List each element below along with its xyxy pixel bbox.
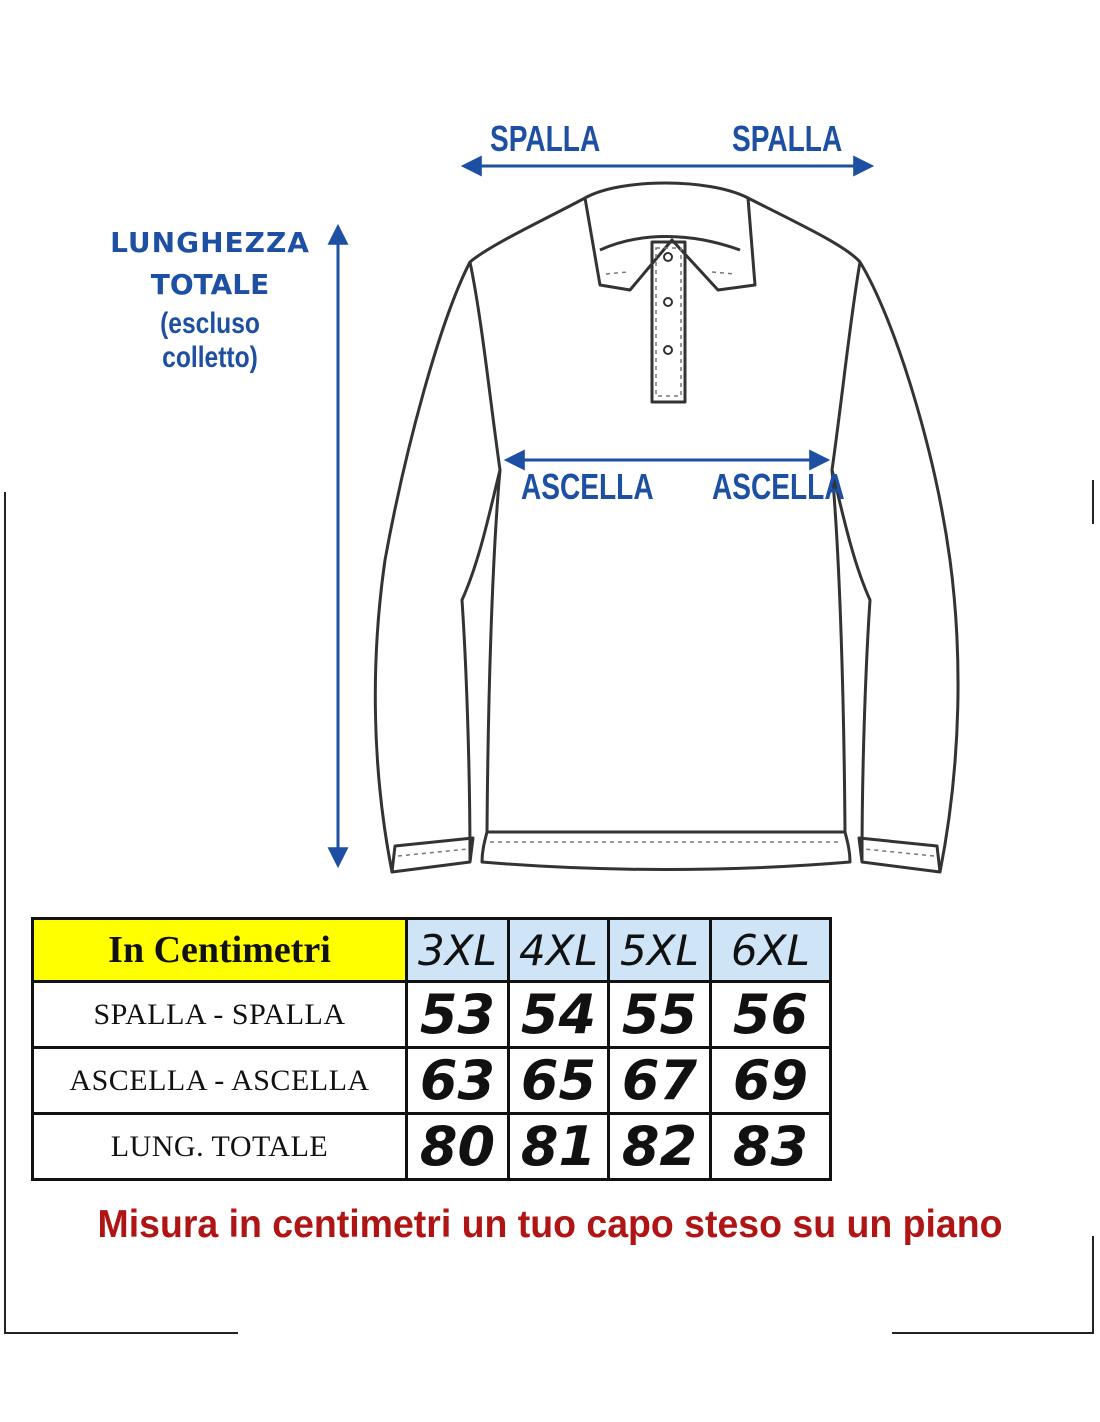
table-cell: 53 [407,982,509,1048]
table-cell: 82 [609,1114,711,1180]
table-cell: 63 [407,1048,509,1114]
measurement-note: Misura in centimetri un tuo capo steso su un piano [97,1203,1003,1246]
table-cell: 81 [509,1114,609,1180]
size-header: 5XL [609,919,711,982]
table-header-row [33,919,831,982]
size-table [31,917,832,1181]
frame-line-right [1092,1236,1094,1334]
table-cell: 83 [711,1114,831,1180]
length-label [90,226,330,375]
shoulder-label-left: SPALLA [490,118,601,159]
length-label-line2: TOTALE [150,268,270,301]
size-header: 6XL [711,919,831,982]
row-label: ASCELLA - ASCELLA [33,1048,407,1114]
placket-buttons [664,253,672,354]
frame-line-bottom-left [4,1332,238,1334]
length-label-line1: LUNGHEZZA [110,226,310,259]
table-row [33,1114,831,1180]
row-label: LUNG. TOTALE [33,1114,407,1180]
table-cell: 65 [509,1048,609,1114]
table-cell: 54 [509,982,609,1048]
armpit-label-left: ASCELLA [521,466,654,507]
shoulder-label-right: SPALLA [732,118,843,159]
frame-line-bottom-right [892,1332,1094,1334]
armpit-label-right: ASCELLA [712,466,845,507]
table-row [33,982,831,1048]
table-header-label: In Centimetri [33,919,407,982]
table-cell: 69 [711,1048,831,1114]
length-label-line3: (escluso colletto) [160,307,260,374]
table-cell: 80 [407,1114,509,1180]
size-header: 4XL [509,919,609,982]
table-row [33,1048,831,1114]
frame-line-left [4,492,6,1334]
table-cell: 67 [609,1048,711,1114]
shirt-outline [375,183,958,872]
row-label: SPALLA - SPALLA [33,982,407,1048]
table-cell: 56 [711,982,831,1048]
size-header: 3XL [407,919,509,982]
frame-line-right-top [1092,480,1094,524]
table-cell: 55 [609,982,711,1048]
